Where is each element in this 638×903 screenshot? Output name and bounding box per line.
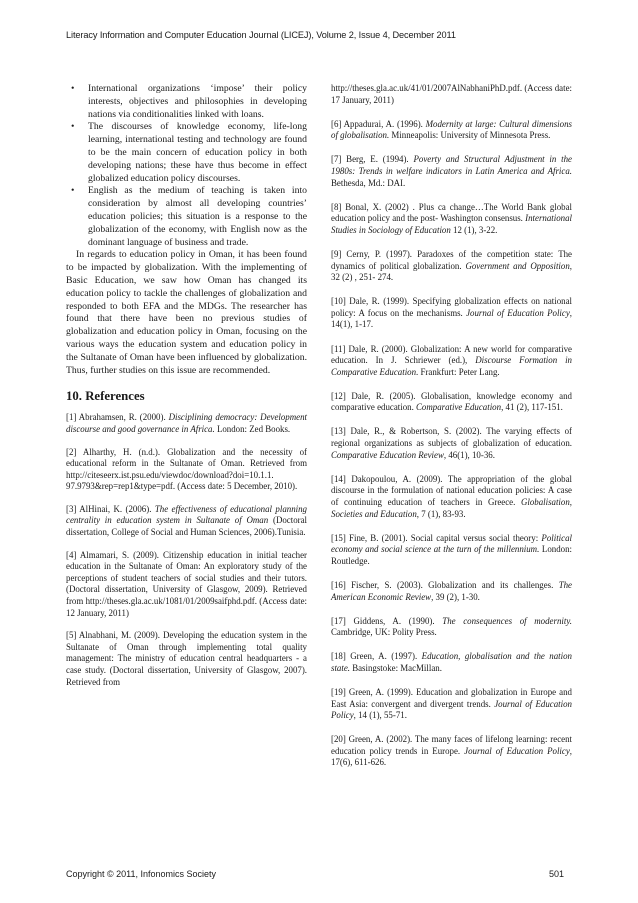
reference-entry: [12] Dale, R. (2005). Globalisation, knowledge economy and comparative education. Comparative Education, 41 (2), 117-151. [331, 390, 572, 413]
bullet-item: • English as the medium of teaching is taken into consideration by almost all developing countries’ education policies; this situation is a response to the globalization of the economy, with English now as the dominant language of business and trade. [71, 185, 307, 248]
reference-entry: [8] Bonal, X. (2002) . Plus ca change…The World Bank global education policy and the post- Washington consensus. International Studies in Sociology of Education 12 (1), 3-22. [331, 201, 572, 235]
bullet-list [66, 83, 307, 249]
reference-entry: [6] Appadurai, A. (1996). Modernity at large: Cultural dimensions of globalisation. Minneapolis: University of Minnesota Press. [331, 118, 572, 141]
reference-entry: [17] Giddens, A. (1990). The consequences of modernity. Cambridge, UK: Polity Press. [331, 615, 572, 638]
reference-entry: [9] Cerny, P. (1997). Paradoxes of the competition state: The dynamics of political globalization. Government and Opposition, 32 (2) , 251- 274. [331, 248, 572, 283]
reference-entry: [3] AlHinai, K. (2006). The effectiveness of educational planning centrality in education system in Sultanate of Oman (Doctoral dissertation, College of Social and Human Sciences, 2006).Tunisia. [66, 503, 307, 538]
reference-entry: [2] Alharthy, H. (n.d.). Globalization and the necessity of educational reform in the Sultanate of Oman. Retrieved from http://citeseerx.ist.psu.edu/viewdoc/download?doi=10.1.1. 97.9793&rep=rep1&type=pdf. (Access date: 5 December, 2010). [66, 446, 307, 492]
reference-entry: [18] Green, A. (1997). Education, globalisation and the nation state. Basingstoke: MacMillan. [331, 651, 572, 673]
reference-entry: [13] Dale, R., & Robertson, S. (2002). The varying effects of regional organizations as subjects of globalization of education. Comparative Education Review, 46(1), 10-36. [331, 426, 572, 460]
reference-entry: [1] Abrahamsen, R. (2000). Disciplining democracy: Development discourse and good governance in Africa. London: Zed Books. [66, 412, 307, 434]
bullet-dot-icon: • [71, 121, 75, 133]
reference-entry: [5] Alnabhani, M. (2009). Developing the education system in the Sultanate of Oman through implementing total quality management: The ministry of education central headquarters - a case study. (Doctoral dissertation, University of Glasgow, 2007). Retrieved from [66, 630, 307, 687]
right-column [331, 83, 572, 782]
reference-entry: [10] Dale, R. (1999). Specifying globalization effects on national policy: A focus on the mechanisms. Journal of Education Policy, 14(1), 1-17. [331, 296, 572, 330]
reference-entry: [4] Almamari, S. (2009). Citizenship education in initial teacher education in the Sultanate of Oman: An exploratory study of the perceptions of student teachers of social studies and their tutors. (Doctoral dissertation, University of Glasgow, 2009). Retrieved from http://theses.gla.ac.uk/1081/01/2009saifphd.pdf. (Access date: 12 January, 2011) [66, 549, 307, 618]
bullet-item: • The discourses of knowledge economy, life-long learning, international testing and technology are found to be the main concern of education policy in both developing nations; these have thus become in effect globalized education policy discourses. [71, 121, 307, 184]
reference-entry: [20] Green, A. (2002). The many faces of lifelong learning: recent education policy trends in Europe. Journal of Education Policy, 17(6), 611-626. [331, 734, 572, 768]
reference-entry: [16] Fischer, S. (2003). Globalization and its challenges. The American Economic Review, 39 (2), 1-30. [331, 579, 572, 602]
bullet-dot-icon: • [71, 185, 75, 197]
reference-entry: [19] Green, A. (1999). Education and globalization in Europe and East Asia: convergent and divergent trends. Journal of Education Policy, 14 (1), 55-71. [331, 686, 572, 721]
journal-header: Literacy Information and Computer Education Journal (LICEJ), Volume 2, Issue 4, December 2011 [66, 30, 456, 40]
references-list-right [331, 83, 572, 769]
reference-entry: [7] Berg, E. (1994). Poverty and Structural Adjustment in the 1980s: Trends in welfare indicators in Latin America and Africa. Bethesda, Md.: DAI. [331, 154, 572, 188]
conclusion-paragraph: In regards to education policy in Oman, it has been found to be impacted by globalization. With the implementing of Basic Education, we saw how Oman has changed its education policy to tackle the challenges of globalization and responded to both EFA and the MDGs. The researcher has found that there have been no previous studies of globalization and education policy in Oman, focusing on the various ways the education system and education policy in the Sultanate of Oman have been influenced by globalization. Thus, further studies on this issue are recommended. [66, 249, 307, 376]
references-heading: 10. References [66, 389, 145, 404]
bullet-item: • International organizations ‘impose’ their policy interests, objectives and philosophies in developing nations via conditionalities linked with loans. [71, 83, 307, 120]
reference-entry: [15] Fine, B. (2001). Social capital versus social theory: Political economy and social science at the turn of the millennium. London: Routledge. [331, 532, 573, 566]
bullet-dot-icon: • [71, 83, 75, 94]
reference-entry: [14] Dakopoulou, A. (2009). The appropriation of the global discourse in the formulation of national education policies: A case of continuing education of teachers in Greece. Globalisation, Societies and Education, 7 (1), 83-93. [331, 473, 572, 519]
copyright-footer: Copyright © 2011, Infonomics Society [66, 869, 217, 879]
reference-entry: http://theses.gla.ac.uk/41/01/2007AlNabhaniPhD.pdf. (Access date: 17 January, 2011) [331, 83, 572, 105]
reference-entry: [11] Dale, R. (2000). Globalization: A new world for comparative education. In J. Schriewer (ed.), Discourse Formation in Comparative Education. Frankfurt: Peter Lang. [331, 343, 572, 377]
left-column [66, 83, 307, 699]
page-number: 501 [549, 869, 565, 879]
references-list-left [66, 412, 307, 688]
